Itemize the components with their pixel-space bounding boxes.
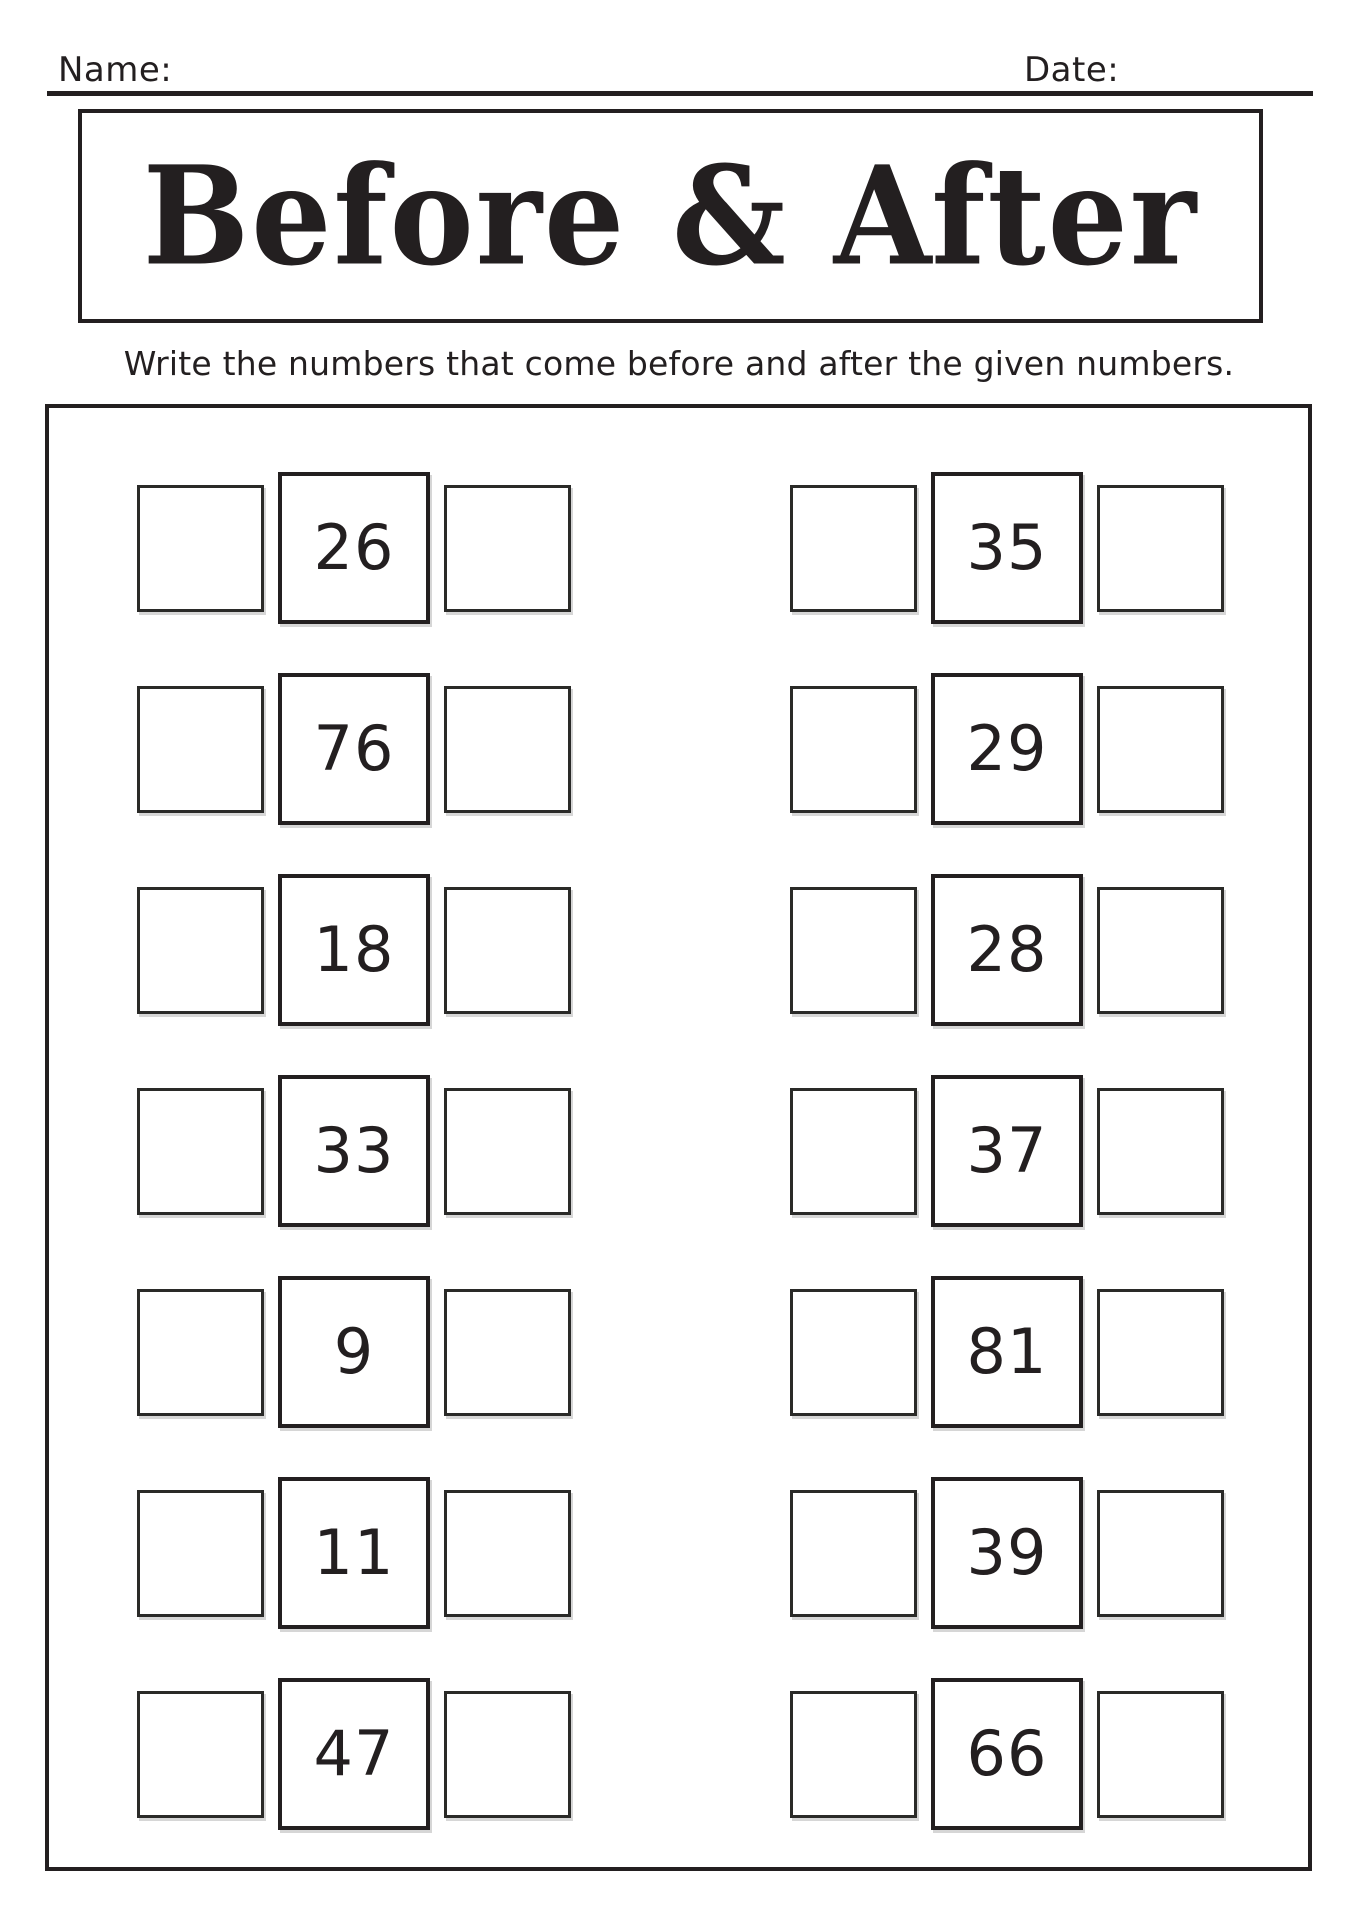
page-title: Before & After [142,136,1199,296]
given-number: 81 [966,1315,1048,1388]
header-rule [47,91,1313,96]
before-answer-box[interactable] [790,1691,917,1818]
before-answer-box[interactable] [137,1490,264,1617]
problem-row [790,673,1224,825]
before-answer-box[interactable] [790,686,917,813]
problem-row [137,1477,571,1629]
after-answer-box[interactable] [444,1490,571,1617]
before-answer-box[interactable] [137,1088,264,1215]
given-number-box [931,673,1083,825]
problem-row [137,472,571,624]
given-number-box [278,1276,430,1428]
problem-row [790,472,1224,624]
given-number-box [278,472,430,624]
given-number-box [931,472,1083,624]
given-number: 11 [313,1516,395,1589]
given-number: 29 [966,712,1048,785]
given-number: 47 [313,1717,395,1790]
given-number-box [931,1075,1083,1227]
after-answer-box[interactable] [1097,1088,1224,1215]
given-number-box [931,874,1083,1026]
given-number: 18 [313,913,395,986]
given-number: 39 [966,1516,1048,1589]
after-answer-box[interactable] [444,686,571,813]
after-answer-box[interactable] [444,887,571,1014]
after-answer-box[interactable] [1097,887,1224,1014]
problem-row [137,1075,571,1227]
before-answer-box[interactable] [790,1490,917,1617]
given-number: 37 [966,1114,1048,1187]
problem-row [790,1678,1224,1830]
problem-row [790,1075,1224,1227]
given-number: 9 [333,1315,375,1388]
given-number: 35 [966,511,1048,584]
before-answer-box[interactable] [137,1691,264,1818]
given-number-box [278,874,430,1026]
given-number-box [931,1678,1083,1830]
given-number-box [931,1276,1083,1428]
before-answer-box[interactable] [137,1289,264,1416]
after-answer-box[interactable] [444,1289,571,1416]
after-answer-box[interactable] [1097,1490,1224,1617]
before-answer-box[interactable] [137,686,264,813]
instruction-text: Write the numbers that come before and after the given numbers. [123,344,1235,383]
given-number: 66 [966,1717,1048,1790]
after-answer-box[interactable] [444,1088,571,1215]
problem-row [137,1678,571,1830]
before-answer-box[interactable] [137,887,264,1014]
after-answer-box[interactable] [1097,686,1224,813]
after-answer-box[interactable] [1097,485,1224,612]
given-number: 26 [313,511,395,584]
after-answer-box[interactable] [1097,1691,1224,1818]
title-box [78,109,1263,323]
before-answer-box[interactable] [137,485,264,612]
problems-area [45,404,1312,1871]
given-number-box [278,1477,430,1629]
given-number-box [278,1678,430,1830]
before-answer-box[interactable] [790,1088,917,1215]
name-label: Name: [58,50,173,90]
given-number: 28 [966,913,1048,986]
before-answer-box[interactable] [790,887,917,1014]
after-answer-box[interactable] [1097,1289,1224,1416]
given-number-box [278,673,430,825]
problem-row [790,1276,1224,1428]
problem-row [137,1276,571,1428]
before-answer-box[interactable] [790,1289,917,1416]
problem-row [790,874,1224,1026]
given-number: 33 [313,1114,395,1187]
given-number-box [278,1075,430,1227]
given-number: 76 [313,712,395,785]
problem-row [790,1477,1224,1629]
after-answer-box[interactable] [444,1691,571,1818]
date-label: Date: [1024,50,1120,90]
given-number-box [931,1477,1083,1629]
problem-row [137,673,571,825]
problem-row [137,874,571,1026]
after-answer-box[interactable] [444,485,571,612]
before-answer-box[interactable] [790,485,917,612]
